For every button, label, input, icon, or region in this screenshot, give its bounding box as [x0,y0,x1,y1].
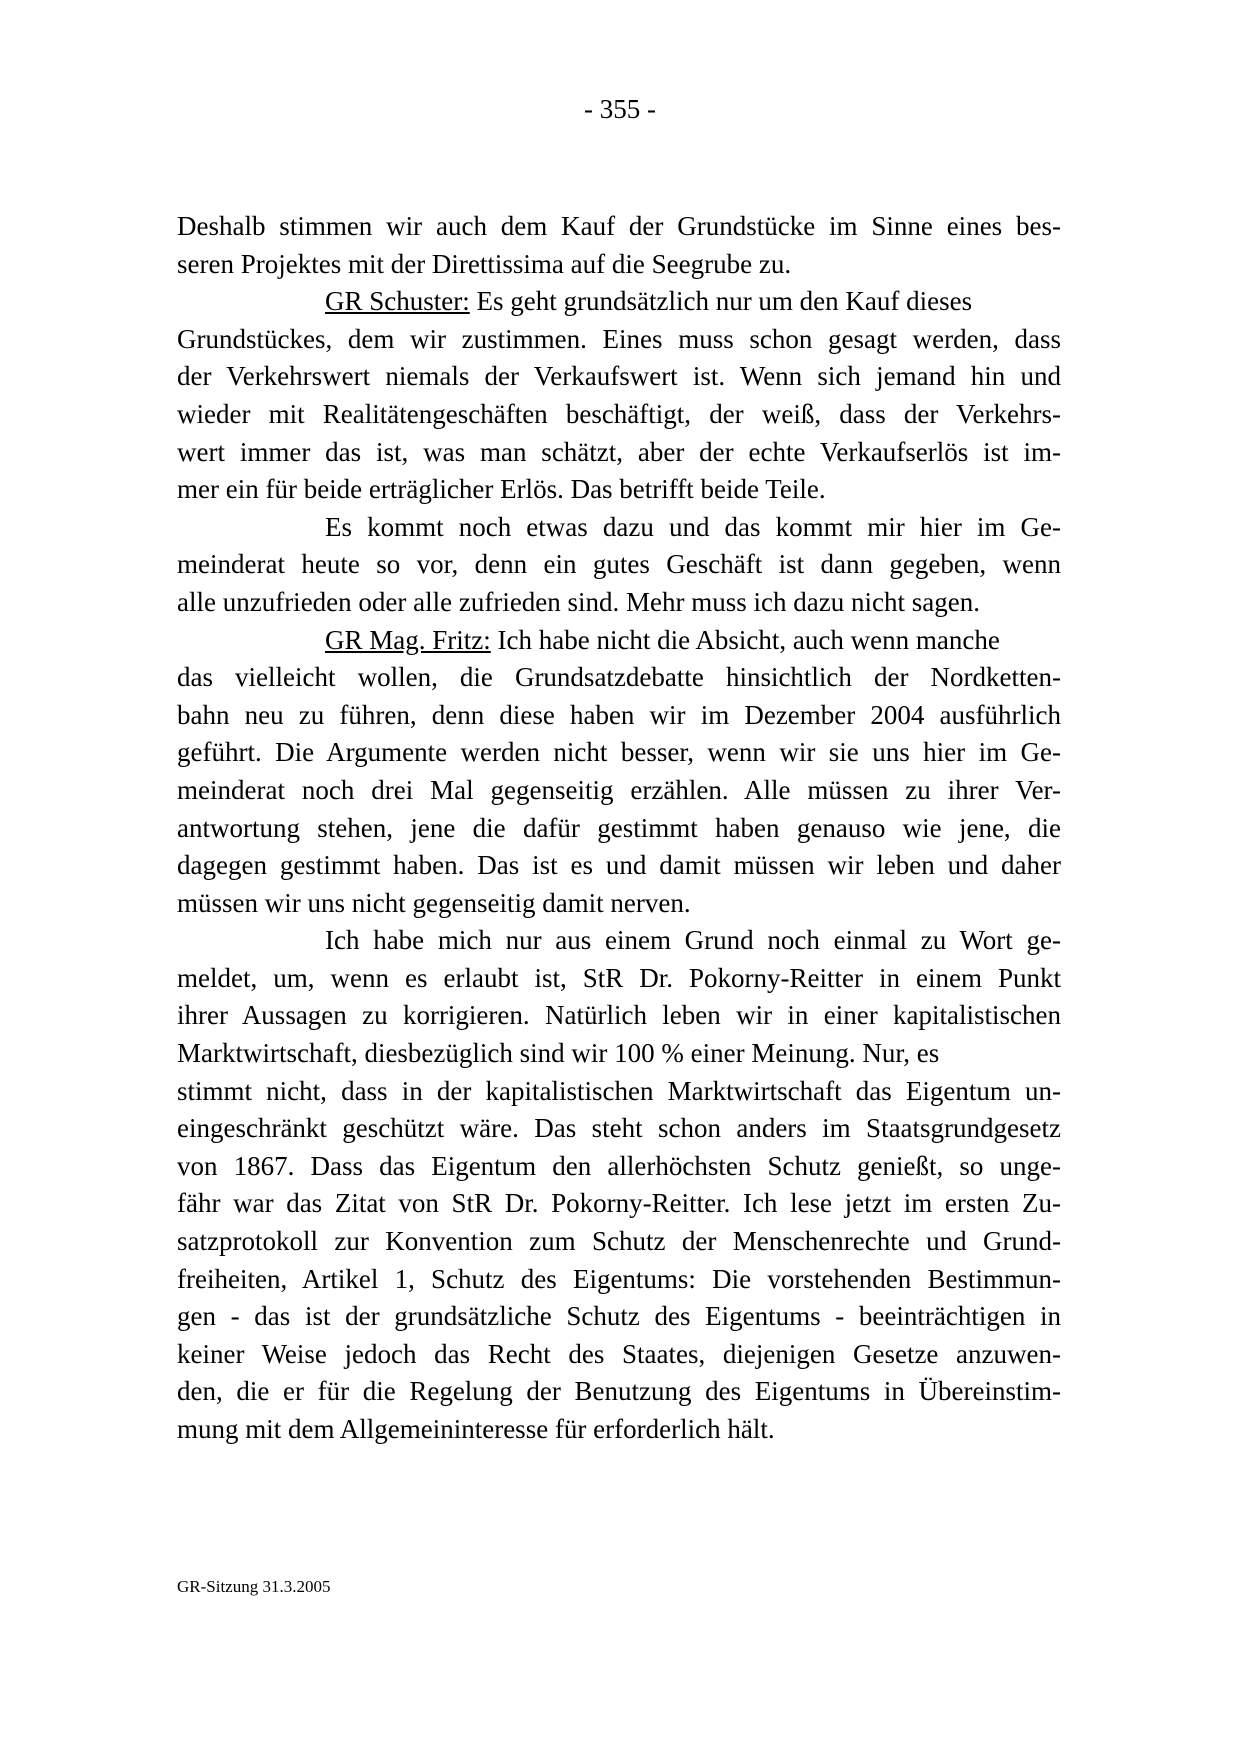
text-line: keiner Weise jedoch das Recht des Staates, diejenigen Gesetze anzuwen- [177,1338,1061,1369]
paragraph-gr-mag-fritz [177,622,1061,923]
text-line: meldet, um, wenn es erlaubt ist, StR Dr. Pokorny-Reitter in einem Punkt [177,962,1061,993]
text-line: dagegen gestimmt haben. Das ist es und damit müssen wir leben und daher [177,850,1061,881]
text-line: Grundstückes, dem wir zustimmen. Eines muss schon gesagt werden, dass [177,323,1061,354]
text-line: eingeschränkt geschützt wäre. Das steht schon anders im Staatsgrundgesetz [177,1113,1061,1144]
text-line: freiheiten, Artikel 1, Schutz des Eigentums: Die vorstehenden Bestimmun- [177,1263,1061,1294]
text-line: der Verkehrswert niemals der Verkaufswert ist. Wenn sich jemand hin und [177,361,1061,392]
text-line: wert immer das ist, was man schätzt, aber der echte Verkaufserlös ist im- [177,436,1061,467]
footer-session-date: GR-Sitzung 31.3.2005 [177,1577,331,1596]
paragraph-gr-schuster [177,283,1061,509]
text-line: gen - das ist der grundsätzliche Schutz des Eigentums - beeinträchtigen in [177,1301,1061,1332]
text-line: alle unzufrieden oder alle zufrieden sind. Mehr muss ich dazu nicht sagen. [177,586,980,617]
text-line: das vielleicht wollen, die Grundsatzdebatte hinsichtlich der Nordketten- [177,662,1061,693]
text-line [177,622,1061,660]
speaker-name: GR Schuster: [325,286,470,317]
text-segment: Ich habe nicht die Absicht, auch wenn manche [490,624,1000,655]
text-line: fähr war das Zitat von StR Dr. Pokorny-Reitter. Ich lese jetzt im ersten Zu- [177,1188,1061,1219]
text-line: müssen wir uns nicht gegenseitig damit nerven. [177,887,691,918]
text-line: von 1867. Dass das Eigentum den allerhöchsten Schutz genießt, so unge- [177,1150,1061,1181]
paragraph [177,922,1061,1448]
paragraph [177,509,1061,622]
text-line: meinderat heute so vor, denn ein gutes Geschäft ist dann gegeben, wenn [177,549,1061,580]
text-line: mung mit dem Allgemeininteresse für erforderlich hält. [177,1414,775,1444]
text-line: Es kommt noch etwas dazu und das kommt mir hier im Ge- [325,511,1061,542]
speaker-name: GR Mag. Fritz: [325,624,491,655]
text-line: stimmt nicht, dass in der kapitalistischen Marktwirtschaft das Eigentum un- [177,1075,1061,1106]
text-line: mer ein für beide erträglicher Erlös. Das betrifft beide Teile. [177,474,826,505]
text-line: Ich habe mich nur aus einem Grund noch einmal zu Wort ge- [325,925,1061,956]
text-line: meinderat noch drei Mal gegenseitig erzählen. Alle müssen zu ihrer Ver- [177,774,1061,805]
text-segment: Es geht grundsätzlich nur um den Kauf dieses [469,286,973,317]
text-line: bahn neu zu führen, denn diese haben wir im Dezember 2004 ausführlich [177,699,1061,730]
text-line: ihrer Aussagen zu korrigieren. Natürlich leben wir in einer kapitalistischen [177,1000,1061,1031]
text-line: wieder mit Realitätengeschäften beschäftigt, der weiß, dass der Verkehrs- [177,398,1061,429]
text-line: Marktwirtschaft, diesbezüglich sind wir 100 % einer Meinung. Nur, es [177,1038,940,1069]
text-line: Deshalb stimmen wir auch dem Kauf der Grundstücke im Sinne eines bes- [177,211,1061,241]
text-line: antwortung stehen, jene die dafür gestimmt haben genauso wie jene, die [177,812,1061,843]
paragraph [177,208,1061,283]
page-number: - 355 - [584,94,656,124]
text-line: den, die er für die Regelung der Benutzung des Eigentums in Übereinstim- [177,1376,1061,1407]
document-body [177,208,1061,1449]
text-line: seren Projektes mit der Direttissima auf die Seegrube zu. [177,248,792,279]
text-line: satzprotokoll zur Konvention zum Schutz der Menschenrechte und Grund- [177,1226,1061,1257]
text-line [177,283,1061,321]
text-line: geführt. Die Argumente werden nicht besser, wenn wir sie uns hier im Ge- [177,737,1061,768]
